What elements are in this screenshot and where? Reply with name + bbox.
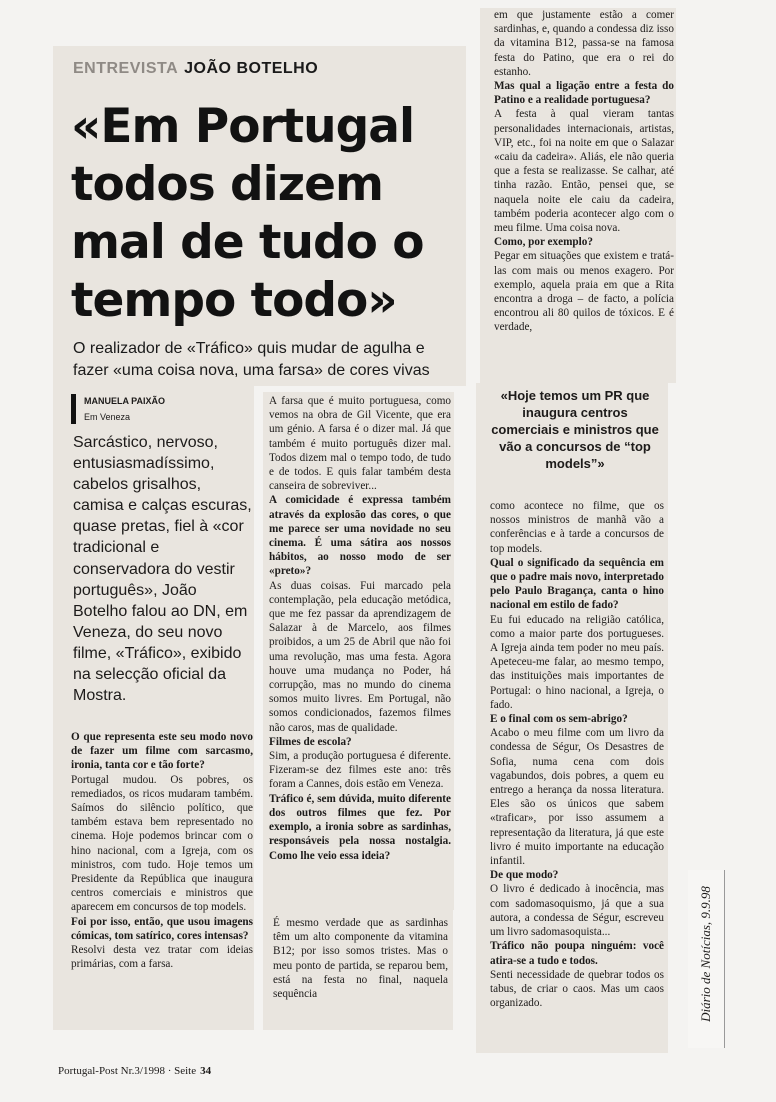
column-1-text bbox=[71, 730, 253, 971]
headline-clipping bbox=[53, 46, 466, 386]
column-2-text bbox=[269, 394, 451, 863]
page-footer bbox=[58, 1065, 211, 1077]
footer-publication: Portugal-Post Nr.3/1998 · Seite bbox=[58, 1065, 197, 1077]
source-note-text: Diário de Notícias, 9.9.98 bbox=[698, 886, 713, 1022]
answer: Sim, a produção portuguesa é diferente. Fizeram-se dez filmes este ano: três foram a Cannes, dois estão em Veneza. bbox=[269, 750, 451, 791]
question: Filmes de escola? bbox=[269, 735, 352, 748]
answer: como acontece no filme, que os nossos ministros de manhã vão a conferências e à tarde a concursos de top models. bbox=[490, 500, 664, 555]
question: Tráfico não poupa ninguém: você atira-se a tudo e todos. bbox=[490, 940, 664, 967]
byline-bar bbox=[71, 394, 76, 424]
answer: Senti necessidade de quebrar todos os tabus, de criar o caos. Mas um caos organizado. bbox=[490, 968, 664, 1010]
subheadline: O realizador de «Tráfico» quis mudar de agulha e fazer «uma coisa nova, uma farsa» de cores vivas bbox=[73, 340, 430, 379]
kicker-name: JOÃO BOTELHO bbox=[184, 60, 319, 77]
source-note bbox=[688, 870, 725, 1048]
answer: O livro é dedicado à inocência, mas com sadomasoquismo, já que a sua autora, a condessa de Ségur, escreveu um livro sadomasoquista... bbox=[490, 883, 664, 939]
question: Tráfico é, sem dúvida, muito diferente dos outros filmes que fez. Por exemplo, a ironia sobre as sardinhas, responsáveis pela nossa nostalgia. Como lhe veio essa ideia? bbox=[269, 792, 451, 862]
answer: Eu fui educado na religião católica, como a maior parte dos portugueses. A Igreja ainda tem poder no meu país. Apeteceu-me falar, ao mesmo tempo, das instituições mais importantes de Portugal: o hino nacional, a Igreja, o fado. bbox=[490, 613, 664, 711]
column-2-continued-text bbox=[273, 916, 448, 1001]
answer: A festa à qual vieram tantas personalidades internacionais, artistas, VIP, etc., foi na noite em que o Salazar «caiu da cadeira». Aliás, ele não queria que a festa se realizasse. Se calhar, até tinha razão. Então, pensei que, se naquela noite ele caiu da cadeira, também poderia acontecer algo com o meu filme. Uma coisa nova. bbox=[494, 108, 674, 235]
question: Qual o significado da sequência em que o padre mais novo, interpretado pelo Paulo Bragança, canta o hino nacional em estilo de fado? bbox=[490, 556, 664, 612]
pull-quote: «Hoje temos um PR que inaugura centros comerciais e ministros que vão a concursos de “top models”» bbox=[491, 388, 659, 471]
column-2-continued-clipping bbox=[263, 910, 453, 1030]
byline-author: MANUELA PAIXÃO bbox=[84, 396, 165, 406]
question: Como, por exemplo? bbox=[494, 236, 593, 249]
column-2-clipping bbox=[263, 392, 454, 910]
answer: A farsa que é muito portuguesa, como vemos na obra de Gil Vicente, que era um génio. A farsa é o dizer mal. Já que também é muito português dizer mal. Todos dizem mal o tempo todo, de tudo e de todos. E quis falar também desta canseira de sobreviver... bbox=[269, 395, 451, 493]
column-3-top-clipping bbox=[480, 8, 676, 383]
question: A comicidade é expressa também através da explosão das cores, o que me parece ser uma novidade no seu cinema. É uma sátira aos nossos hábitos, ao nosso modo de ser «preto»? bbox=[269, 494, 451, 578]
answer: As duas coisas. Fui marcado pela contemplação, pela educação metódica, que me fez passar da aprendizagem de Salazar à de Marcelo, aos filmes proibidos, a um 25 de Abril que não foi uma revolução, mas uma festa. Agora houve uma mudança no Poder, há corrupção, mas no mundo do cinema somos muito livres. Em Portugal, não somos condicionados, fazemos filmes não caros, mas de qualidade. bbox=[269, 579, 451, 734]
answer: Acabo o meu filme com um livro da condessa de Ségur, Os Desastres de Sofia, numa cena com dois vagabundos, dois pobres, a quem eu entrego a herança da nossa literatura. Eles são os únicos que sabem «traficar», por isso assumem a representação da literatura, já que este livro é muito importante na educação infantil. bbox=[490, 727, 664, 868]
column-3-top-text bbox=[494, 8, 674, 335]
byline-location: Em Veneza bbox=[84, 412, 131, 422]
question: Foi por isso, então, que usou imagens cómicas, tom satírico, cores intensas? bbox=[71, 915, 253, 942]
column-1-clipping bbox=[53, 386, 254, 1030]
footer-page-number: 34 bbox=[200, 1065, 212, 1077]
lead-paragraph: Sarcástico, nervoso, entusiasmadíssimo, cabelos grisalhos, camisa e calças escuras, quase pretas, fiel à «cor tradicional e conservadora do vestir português», João Botelho falou ao DN, em Veneza, do seu novo filme, «Tráfico», exibido na selecção oficial da Mostra. bbox=[73, 434, 252, 705]
question: De que modo? bbox=[490, 869, 559, 882]
question: Mas qual a ligação entre a festa do Patino e a realidade portuguesa? bbox=[494, 80, 674, 107]
answer: Resolvi desta vez tratar com ideias primárias, com a farsa. bbox=[71, 944, 253, 971]
headline: «Em Portugal todos dizem mal de tudo o tempo todo» bbox=[71, 99, 424, 328]
answer: Portugal mudou. Os pobres, os remediados, os ricos mudaram também. Saímos do silêncio político, que também estava bem representado no cinema. Hoje podemos brincar com o hino nacional, com a Igreja, com os ministros, com tudo. Hoje temos um Presidente da República que inaugura centros comerciais e ministros que aparecem em concursos de top models. bbox=[71, 773, 253, 914]
answer: É mesmo verdade que as sardinhas têm um alto componente da vitamina B12; por isso somos tristes. Mas o meu ponto de partida, se reparou bem, está na festa no final, naquela sequência bbox=[273, 917, 448, 1001]
column-3-bottom-clipping bbox=[476, 383, 668, 1053]
kicker-section: ENTREVISTA bbox=[73, 60, 179, 77]
question: E o final com os sem-abrigo? bbox=[490, 713, 628, 726]
kicker bbox=[73, 60, 318, 78]
answer: em que justamente estão a comer sardinhas, e, quando a condessa diz isso da vitamina B12, passa-se na famosa festa do Patino, que era o rei do estanho. bbox=[494, 9, 674, 78]
column-3-bottom-text bbox=[490, 499, 664, 1010]
question: O que representa este seu modo novo de fazer um filme com sarcasmo, ironia, tanta cor e tão forte? bbox=[71, 731, 253, 772]
answer: Pegar em situações que existem e tratá-las com mais ou menos exagero. Por exemplo, aquela praia em que a Rita encontra a droga – de facto, a polícia encontrou ali 80 quilos de tóxicos. E é verdade, bbox=[494, 250, 674, 334]
